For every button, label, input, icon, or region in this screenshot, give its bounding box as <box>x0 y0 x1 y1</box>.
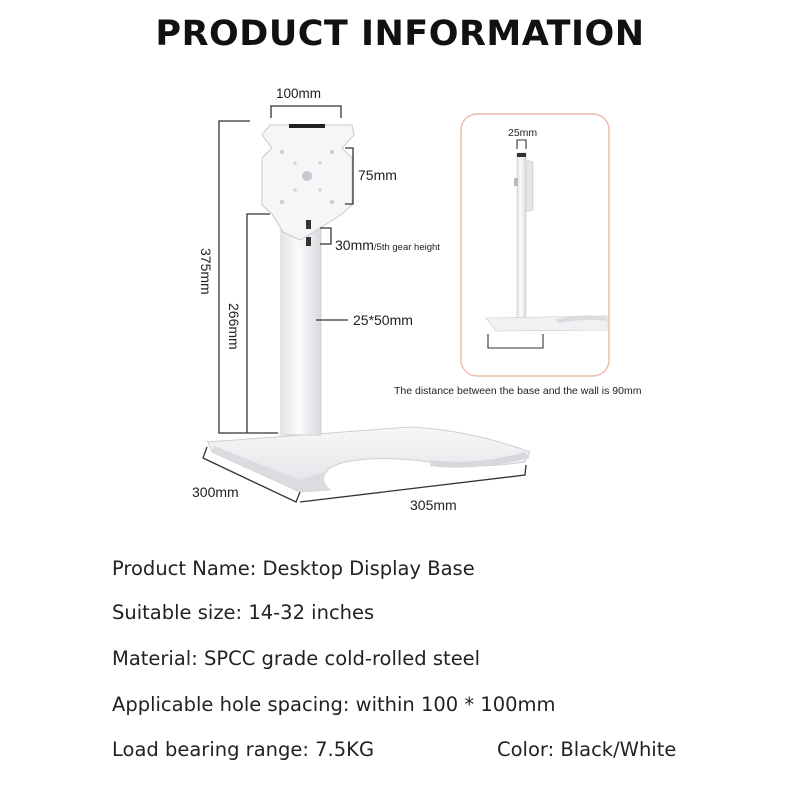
label-total-height: 375mm <box>198 248 214 295</box>
dim-pole-height <box>247 214 270 433</box>
label-plate-height: 75mm <box>358 167 397 183</box>
gear-mark <box>306 220 311 229</box>
spec-hole-spacing: Applicable hole spacing: within 100 * 100mm <box>112 693 556 716</box>
label-gear-height <box>335 237 440 253</box>
dim-plate-width <box>271 106 341 118</box>
stand-base <box>208 427 530 492</box>
label-plate-width: 100mm <box>276 86 322 101</box>
label-base-width: 305mm <box>410 497 457 513</box>
label-pole-height: 266mm <box>226 303 242 350</box>
spec-load-bearing: Load bearing range: 7.5KG <box>112 738 375 761</box>
spec-product-name: Product Name: Desktop Display Base <box>112 557 475 580</box>
label-pole-section: 25*50mm <box>353 312 413 328</box>
spec-material: Material: SPCC grade cold-rolled steel <box>112 647 481 670</box>
stand-pole <box>281 212 321 435</box>
gear-mark <box>306 237 311 246</box>
spec-color: Color: Black/White <box>497 738 677 761</box>
label-side-thickness: 25mm <box>508 127 538 139</box>
side-view-panel <box>461 114 609 376</box>
spec-suitable-size: Suitable size: 14-32 inches <box>112 601 375 624</box>
dim-gear-height <box>320 228 331 244</box>
wall-distance-note: The distance between the base and the wall is 90mm <box>394 385 642 397</box>
label-base-depth: 300mm <box>192 484 239 500</box>
gear-height-value: 30mm <box>335 237 374 253</box>
page-title: PRODUCT INFORMATION <box>155 14 645 54</box>
gear-height-note: /5th gear height <box>373 242 440 253</box>
